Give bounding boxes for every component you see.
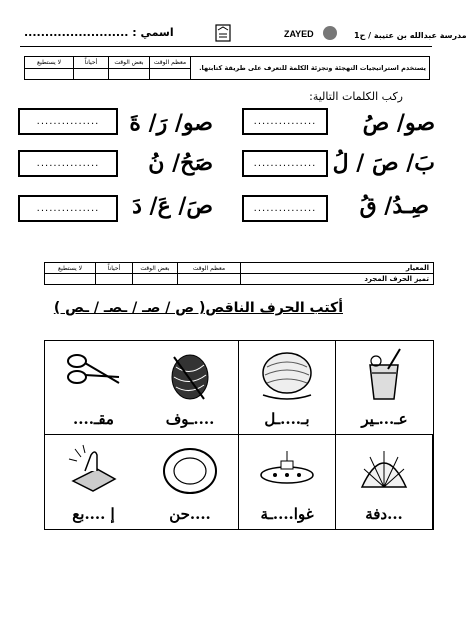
header-divider — [20, 46, 432, 47]
rubric-cell[interactable] — [178, 274, 241, 285]
onion-icon — [257, 347, 317, 403]
rubric-cell[interactable] — [133, 274, 178, 285]
syllable-word: صَحُ/ نُ — [148, 150, 213, 176]
submarine-icon — [257, 441, 317, 497]
grid-cell — [239, 341, 336, 435]
answer-box[interactable]: ............... — [242, 108, 328, 135]
finger-icon — [63, 441, 123, 497]
rubric-table-mid — [44, 262, 434, 285]
school-name: مدرسة عبدالله بن عتيبة / ح1 — [354, 31, 467, 40]
syllable-word: صو/ صُ — [362, 110, 435, 136]
shell-icon — [354, 441, 414, 497]
rubric-criterion-header: المعيار — [241, 263, 434, 274]
rubric-col: لا يستطيع — [45, 263, 96, 274]
rubric-cell[interactable] — [96, 274, 133, 285]
logo-text: ZAYED — [284, 29, 314, 39]
missing-letter-word: مقـ.... — [73, 410, 114, 428]
plate-icon — [160, 441, 220, 497]
answer-box[interactable]: ............... — [242, 150, 328, 177]
missing-letter-word: ....ـوف — [165, 410, 215, 428]
rubric-col: بعض الوقت — [109, 57, 150, 69]
missing-letter-word: بـ....ـل — [264, 410, 310, 428]
answer-box[interactable]: ............... — [242, 195, 328, 222]
answer-box[interactable]: ............... — [18, 195, 118, 222]
rubric-description: يستخدم استراتيجيات التهجئة وتجزئة الكلمة للتعرف على طريقة كتابتها. — [191, 57, 430, 80]
rubric-col: بعض الوقت — [133, 263, 178, 274]
grid-cell — [45, 435, 142, 529]
rubric-col: معظم الوقت — [150, 57, 191, 69]
missing-letter-word: عـ...ـير — [361, 410, 408, 428]
rubric-cell[interactable] — [150, 68, 191, 80]
picture-grid — [44, 340, 434, 530]
syllable-word: صَ/ عَ/ دَ — [132, 193, 213, 219]
missing-letter-word: غوا....ـة — [260, 505, 314, 523]
grid-cell — [336, 435, 433, 529]
rubric-table-top — [24, 56, 430, 80]
zayed-logo — [280, 24, 340, 42]
student-name-field: اسمي : ......................... — [24, 26, 174, 39]
answer-box[interactable]: ............... — [18, 150, 118, 177]
exercise1-instruction: ركب الكلمات التالية: — [309, 90, 403, 103]
rubric-cell[interactable] — [109, 68, 150, 80]
syllable-word: صو/ رَ/ ةَ — [129, 110, 213, 136]
answer-box[interactable]: ............... — [18, 108, 118, 135]
missing-letter-word: ...دفة — [365, 505, 403, 523]
rubric-cell[interactable] — [74, 68, 109, 80]
grid-cell — [336, 341, 433, 435]
scissors-icon — [63, 347, 123, 403]
grid-cell — [45, 341, 142, 435]
syllable-word: بَ/ صَ / لُ — [332, 150, 435, 176]
juice-icon — [354, 347, 414, 403]
rubric-cell[interactable] — [45, 274, 96, 285]
grid-cell — [239, 435, 336, 529]
education-logo-icon — [212, 22, 234, 44]
rubric-cell[interactable] — [25, 68, 74, 80]
missing-letter-word: إ ....بع — [72, 505, 115, 523]
wool-icon — [160, 347, 220, 403]
missing-letter-word: ....حن — [169, 505, 211, 523]
rubric-criterion: تميز الحرف المجرد — [241, 274, 434, 285]
exercise2-heading: أكتب الحرف الناقص( ص / صـ / ـصـ / ـص ) — [53, 300, 343, 316]
grid-cell — [142, 341, 239, 435]
rubric-col: أحياناً — [74, 57, 109, 69]
rubric-col: معظم الوقت — [178, 263, 241, 274]
rubric-col: لا يستطيع — [25, 57, 74, 69]
syllable-word: صِـدُ/ قُ — [359, 193, 429, 219]
grid-cell — [142, 435, 239, 529]
rubric-col: أحياناً — [96, 263, 133, 274]
